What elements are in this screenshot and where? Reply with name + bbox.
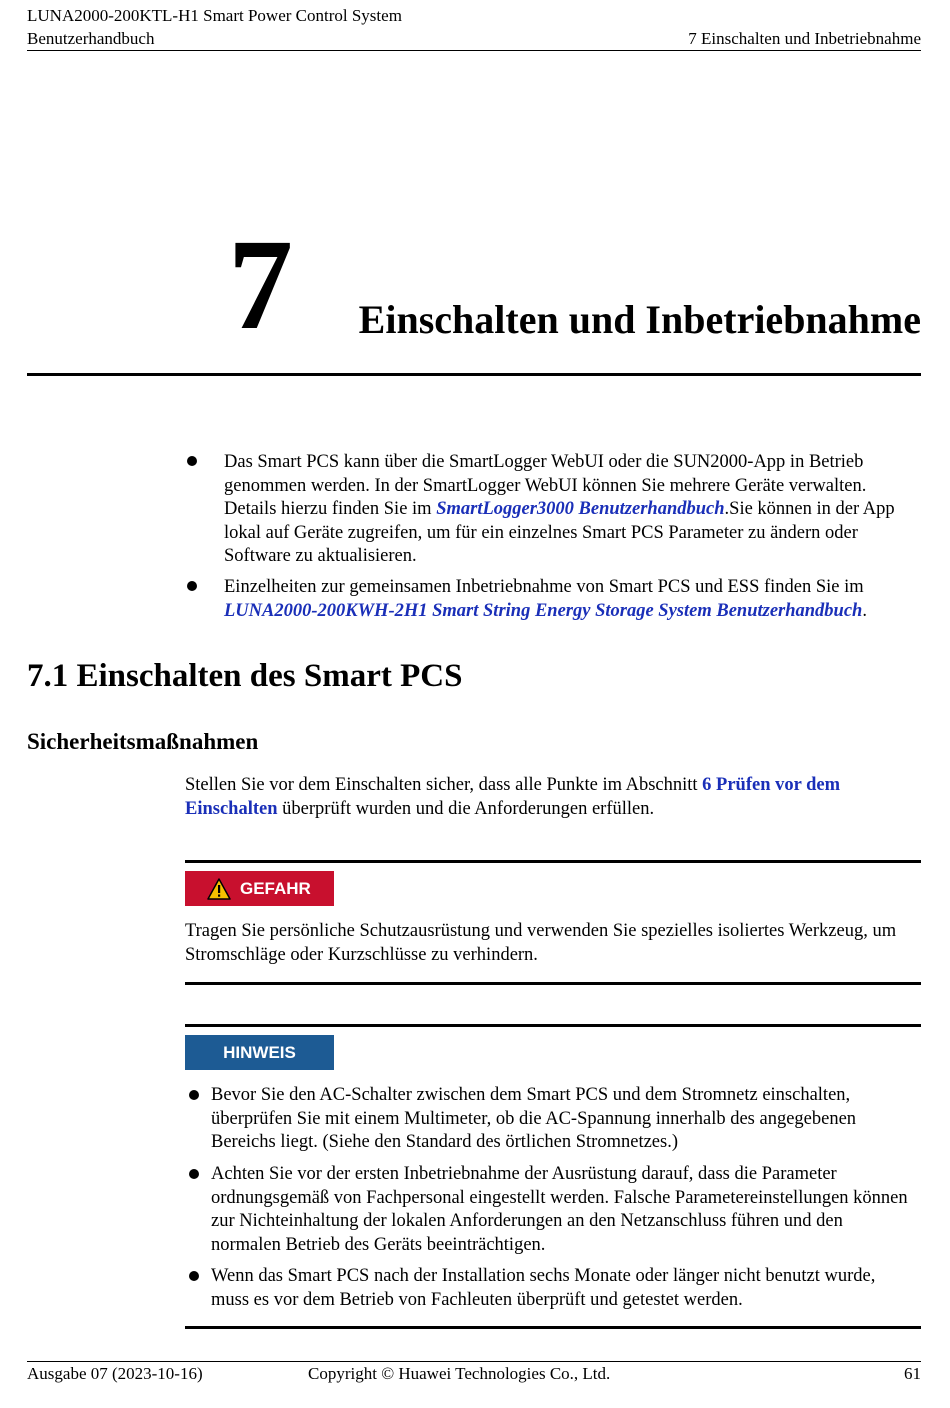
header-doc-type: Benutzerhandbuch [27,29,155,48]
danger-top-rule [185,860,921,863]
page-number: 61 [904,1364,921,1383]
notice-badge [185,1035,334,1070]
header-chapter-ref: 7 Einschalten und Inbetriebnahme [688,29,921,48]
danger-text: Tragen Sie persönliche Schutzausrüstung und verwenden Sie spezielles isoliertes Werkzeug, um Stromschläge oder Kurzschlüsse zu verhindern. [185,921,897,965]
warning-triangle-icon [207,878,231,900]
danger-badge [185,871,334,906]
check-before-poweron-link[interactable]: 6 Prüfen vor dem Einschalten [185,775,841,819]
footer-rule [27,1361,921,1362]
intro-item-2 [224,576,920,623]
intro-item-1 [224,451,914,569]
notice-top-rule [185,1024,921,1027]
chapter-number: 7 [228,213,293,357]
danger-bottom-rule [185,982,921,985]
safety-paragraph-text: Stellen Sie vor dem Einschalten sicher, dass alle Punkte im Abschnitt [185,775,703,795]
bullet-icon [189,1169,199,1179]
bullet-icon [187,581,197,591]
safety-paragraph [185,774,915,821]
intro-item-1-text-cont: .Sie können in der App lokal auf Geräte zugreifen, um für ein einzelnes Smart PCS Parameter zu ändern oder Software zu aktualisieren. [224,499,895,566]
intro-item-1-text: Das Smart PCS kann über die SmartLogger WebUI oder die SUN2000-App in Betrieb genommen werden. In der SmartLogger WebUI können Sie mehrere Geräte verwalten. Details hierzu finden Sie im [224,452,867,519]
safety-paragraph-text-cont: überprüft wurden und die Anforderungen erfüllen. [277,798,655,819]
chapter-title: Einschalten und Inbetriebnahme [358,297,921,342]
footer-copyright: Copyright © Huawei Technologies Co., Ltd. [308,1364,611,1383]
bullet-icon [187,456,197,466]
notice-bottom-rule [185,1326,921,1329]
notice-label: HINWEIS [223,1042,296,1062]
notice-item: Wenn das Smart PCS nach der Installation sechs Monate oder länger nicht benutzt wurde, muss es vor dem Betrieb von Fachleuten überprüft und getestet werden. [211,1266,876,1310]
header-rule [27,50,921,51]
chapter-rule [27,373,921,376]
bullet-icon [189,1271,199,1281]
danger-label: GEFAHR [240,878,311,898]
section-subtitle: Sicherheitsmaßnahmen [27,729,259,754]
intro-item-2-text-cont: . [862,600,867,621]
smartlogger-manual-link[interactable]: SmartLogger3000 Benutzerhandbuch [436,499,725,519]
bullet-icon [189,1090,199,1100]
header-product: LUNA2000-200KTL-H1 Smart Power Control System [27,6,402,25]
footer-edition: Ausgabe 07 (2023-10-16) [27,1364,203,1383]
intro-item-2-text: Einzelheiten zur gemeinsamen Inbetriebnahme von Smart PCS und ESS finden Sie im [224,577,864,597]
notice-item: Achten Sie vor der ersten Inbetriebnahme der Ausrüstung darauf, dass die Parameter ordnungsgemäß von Fachpersonal eingestellt werden. Falsche Parametereinstellungen können zur Nichteinhaltung der lokalen Anforderungen an den Netzanschluss führen und den normalen Betrieb des Geräts beeinträchtigen. [211,1164,908,1255]
section-title: 7.1 Einschalten des Smart PCS [27,658,463,694]
luna-manual-link[interactable]: LUNA2000-200KWH-2H1 Smart String Energy Storage System Benutzerhandbuch [224,600,863,621]
notice-item: Bevor Sie den AC-Schalter zwischen dem Smart PCS und dem Stromnetz einschalten, überprüfen Sie mit einem Multimeter, ob die AC-Spannung innerhalb des angegebenen Bereichs liegt. (Siehe den Standard des örtlichen Stromnetzes.) [211,1085,857,1152]
